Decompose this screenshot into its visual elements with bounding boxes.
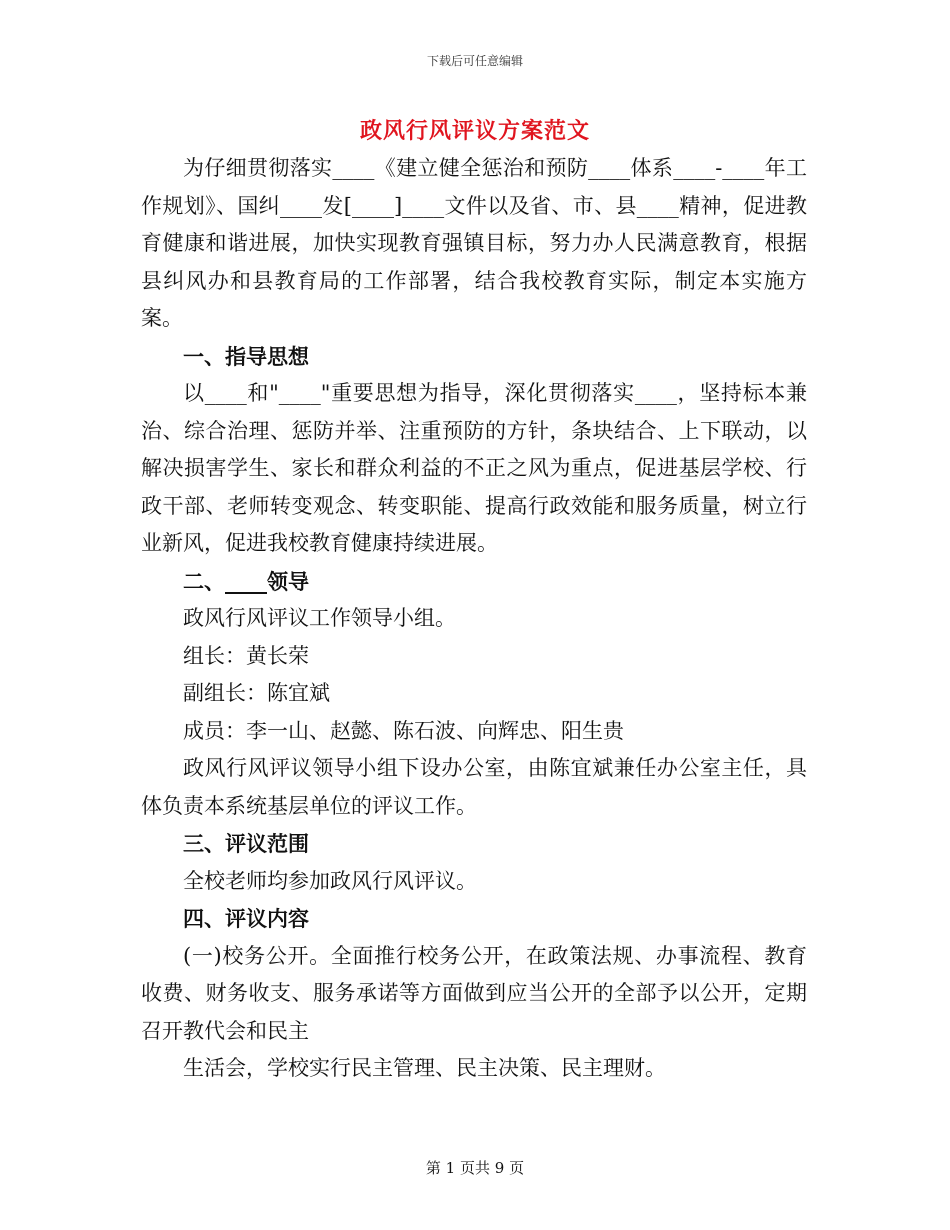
scope-paragraph: 全校老师均参加政风行风评议。 (183, 868, 477, 893)
intro-paragraph: 为仔细贯彻落实____《建立健全惩治和预防____体系____-____年工作规划》、国纠____发[____]____文件以及省、市、县____精神，促进教育健康和谐进展，加快实现教育强镇目标，努力办人民满意教育，根据县纠风办和县教育局的工作部署，结合我校教育实际，制定本实施方案。 (141, 156, 807, 330)
school-affairs-paragraph: (一)校务公开。全面推行校务公开，在政策法规、办事流程、教育收费、财务收支、服务承诺等方面做到应当公开的全部予以公开，定期召开教代会和民主 (141, 943, 807, 1043)
guiding-ideology-paragraph: 以____和"____"重要思想为指导，深化贯彻落实____，坚持标本兼治、综合治理、惩防并举、注重预防的方针，条块结合、上下联动，以解决损害学生、家长和群众利益的不正之风为重点，促进基层学校、行政干部、老师转变观念、转变职能、提高行政效能和服务质量，树立行业新风，促进我校教育健康持续进展。 (141, 381, 807, 555)
section-heading-leadership: 二、____领导 (183, 568, 309, 594)
page-header-note: 下载后可任意编辑 (426, 54, 523, 68)
leadership-group-paragraph: 政风行风评议工作领导小组。 (183, 606, 456, 630)
section-heading-scope: 三、评议范围 (183, 831, 309, 856)
document-title: 政风行风评议方案范文 (359, 118, 590, 144)
members-line: 成员：李一山、赵懿、陈石波、向辉忠、阳生贵 (183, 718, 624, 743)
section-heading-content: 四、评议内容 (183, 906, 309, 931)
document-body (141, 150, 807, 1088)
section-heading-guiding-ideology: 一、指导思想 (183, 343, 309, 369)
group-leader-line: 组长：黄长荣 (183, 643, 309, 668)
democratic-life-paragraph: 生活会，学校实行民主管理、民主决策、民主理财。 (183, 1056, 666, 1080)
page-number-footer: 第 1 页共 9 页 (425, 1159, 525, 1177)
office-paragraph: 政风行风评议领导小组下设办公室，由陈宜斌兼任办公室主任，具体负责本系统基层单位的评议工作。 (141, 756, 807, 818)
deputy-leader-line: 副组长：陈宜斌 (183, 681, 330, 705)
